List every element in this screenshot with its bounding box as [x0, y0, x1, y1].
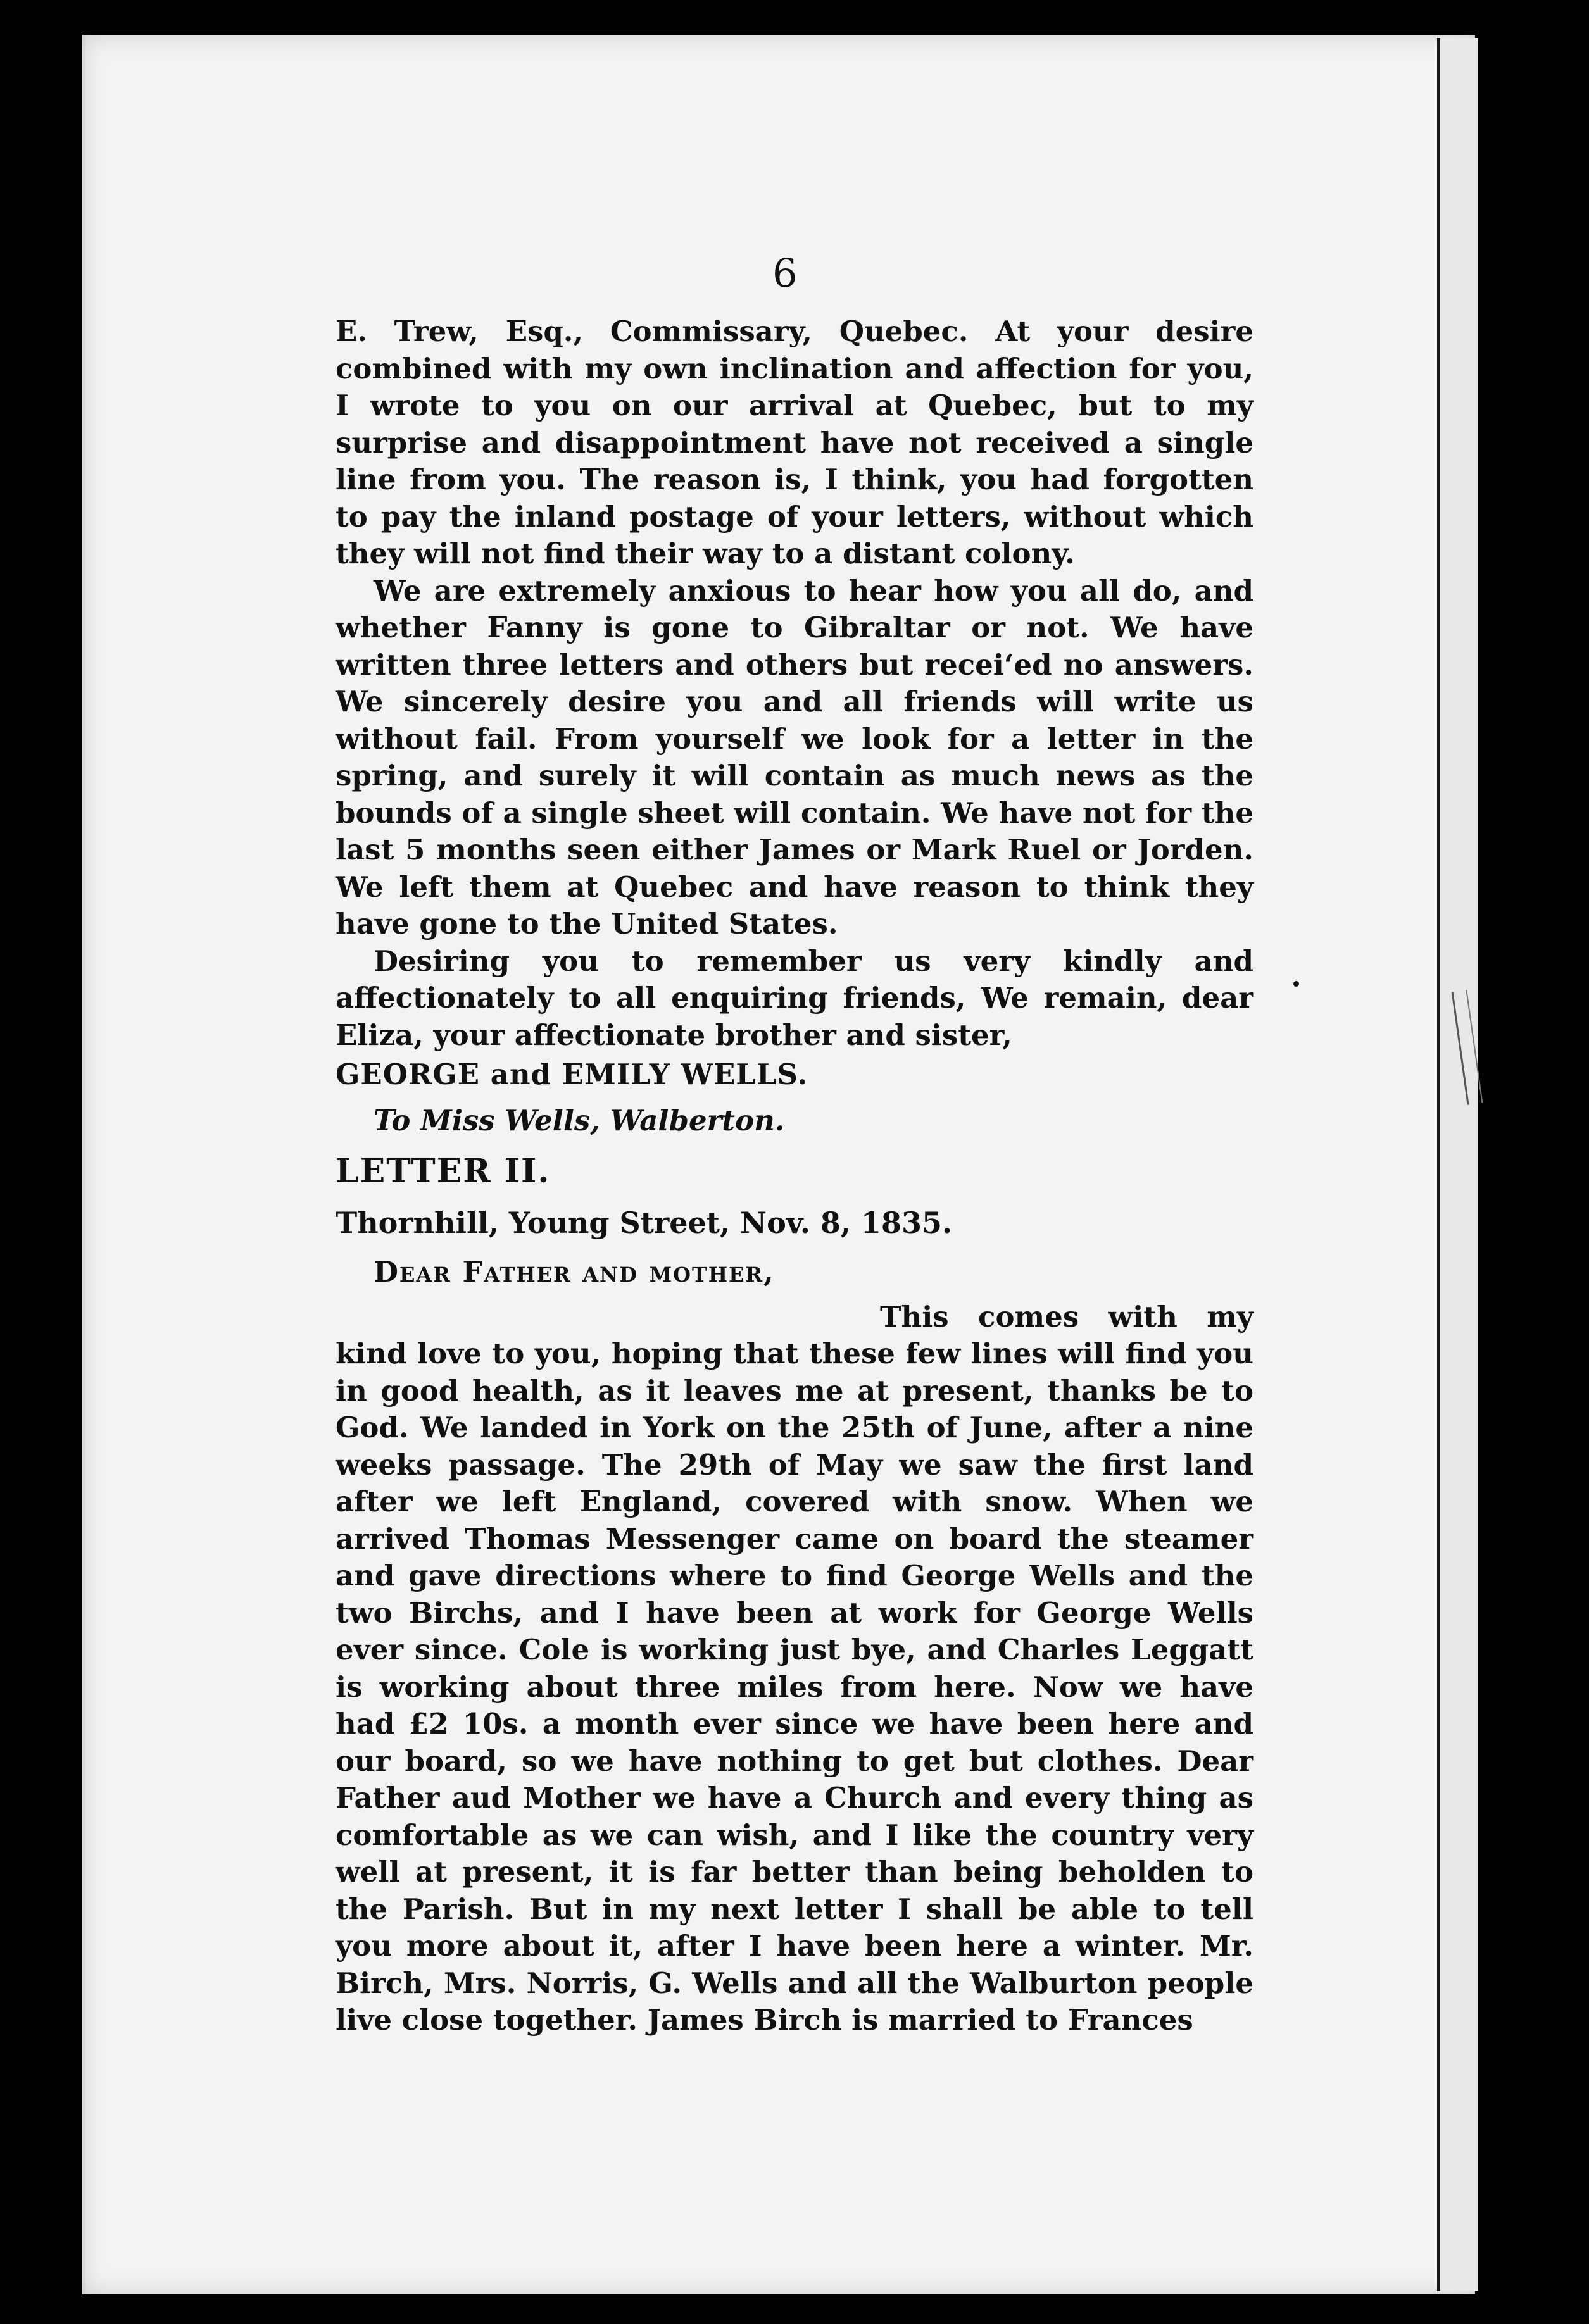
- salutation: Dear Father and mother,: [374, 1255, 775, 1289]
- paragraph-3: Desiring you to remember us very kindly and affectionately to all enquiring friends, We remain, dear Eliza, your affectionate brother and sister,: [336, 944, 1253, 1052]
- letter-body: This comes with my kind love to you, hoping that these few lines will find you in good health, as it leaves me at present, thanks be to God. We landed in York on the 25th of June, after a nine weeks passage. The 29th of May we saw the first land after we left England, covered with snow. When we arrived Thomas Messenger came on board the steamer and gave directions where to find George Wells and the two Birchs, and I have been at work for George Wells ever since. Cole is working just bye, and Charles Leggatt is working about three miles from here. Now we have had £2 10s. a month ever since we have been here and our board, so we have nothing to get but clothes. Dear Father aud Mother we have a Church and every thing as comfortable as we can wish, and I like the country very well at present, it is far better than being beholden to the Parish. But in my next letter I shall be able to tell you more about it, after I have been here a winter. Mr. Birch, Mrs. Norris, G. Wells and all the Walburton people live close together. James Birch is married to Frances: [336, 1299, 1253, 2037]
- adjacent-page-edge: [1440, 38, 1478, 2291]
- letter-heading: LETTER II.: [336, 1152, 551, 1190]
- page-number: 6: [772, 250, 798, 296]
- signature: GEORGE and EMILY WELLS.: [336, 1058, 808, 1091]
- paragraph-2: We are extremely anxious to hear how you all do, and whether Fanny is gone to Gibraltar or not. We have written three letters and others but receiʻed no answers. We sincerely desire you and all friends will write us without fail. From yourself we look for a letter in the spring, and surely it will contain as much news as the bounds of a single sheet will contain. We have not for the last 5 months seen either James or Mark Ruel or Jorden. We left them at Quebec and have reason to think they have gone to the United States.: [336, 573, 1253, 940]
- dateline: Thornhill, Young Street, Nov. 8, 1835.: [336, 1205, 952, 1240]
- paragraph-1: E. Trew, Esq., Commissary, Quebec. At your desire combined with my own inclination and affection for you, I wrote to you on our arrival at Quebec, but to my surprise and disappointment have not received a single line from you. The reason is, I think, you had forgotten to pay the inland postage of your letters, without which they will not find their way to a distant colony.: [336, 315, 1253, 570]
- ink-mark: [1293, 981, 1299, 987]
- addressee: To Miss Wells, Walberton.: [374, 1103, 785, 1137]
